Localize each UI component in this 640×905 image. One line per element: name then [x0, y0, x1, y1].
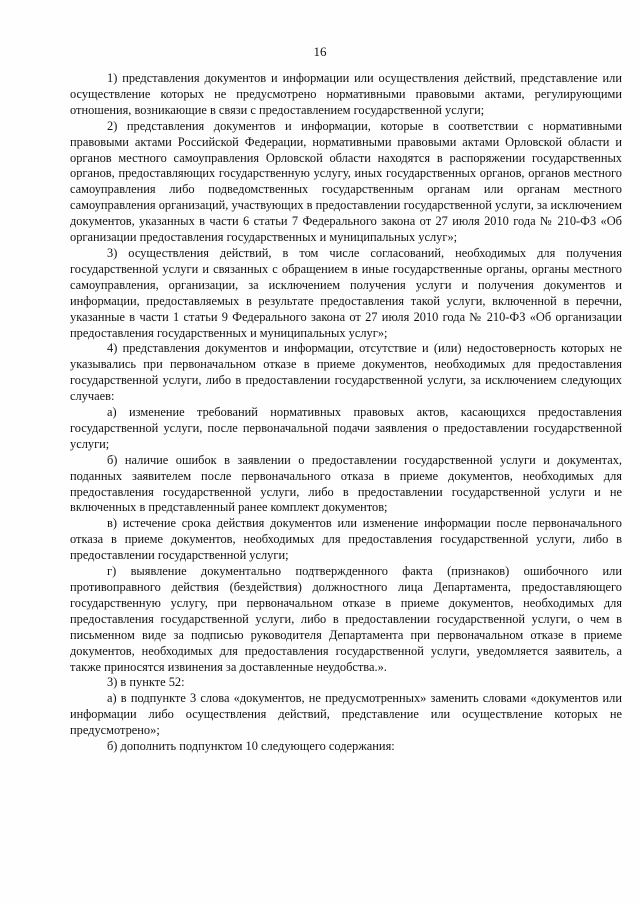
paragraph-amendment-a: а) в подпункте 3 слова «документов, не предусмотренных» заменить словами «документов или информации либо осуществления действий, представление или осуществление которых не предусмотрено»; [70, 691, 622, 738]
paragraph-subitem-v: в) истечение срока действия документов или изменение информации после первоначального отказа в приеме документов, необходимых для предоставления государственной услуги, либо в предоставлении государственной услуги; [70, 516, 622, 563]
paragraph-item-3: 3) осуществления действий, в том числе согласований, необходимых для получения государственной услуги и связанных с обращением в иные государственные органы, органы местного самоуправления, организации, за исключением получения услуги и получения документов и информации, предоставляемых в результате предоставления такой услуги, включенной в перечни, указанные в части 1 статьи 9 Федерального закона от 27 июля 2010 года № 210-ФЗ «Об организации предоставления государственных и муниципальных услуг»; [70, 245, 622, 340]
paragraph-item-2: 2) представления документов и информации, которые в соответствии с нормативными правовыми актами Российской Федерации, нормативными правовыми актами Орловской области и органов местного самоуправления Орловской области находятся в распоряжении государственных органов, предоставляющих государственную услугу, иных государственных органов, органов местного самоуправления либо подведомственных государственным органам или органам местного самоуправления организаций, участвующих в предоставлении государственной услуги, за исключением документов, указанных в части 6 статьи 7 Федерального закона от 27 июля 2010 года № 210-ФЗ «Об организации предоставления государственных и муниципальных услуг»; [70, 118, 622, 245]
paragraph-amendment-b: б) дополнить подпунктом 10 следующего содержания: [107, 739, 395, 754]
paragraph-subitem-a: а) изменение требований нормативных правовых актов, касающихся предоставления государственной услуги, после первоначальной подачи заявления о предоставлении государственной услуги; [70, 405, 622, 451]
document-body [70, 71, 622, 755]
paragraph-subitem-b: б) наличие ошибок в заявлении о предоставлении государственной услуги и документах, поданных заявителем после первоначального отказа в приеме документов, необходимых для предоставления государственной услуги, либо в предоставлении государственной услуги и не включенных в представленный ранее комплект документов; [70, 452, 622, 515]
paragraph-amendment-3: 3) в пункте 52: [107, 675, 185, 690]
page-number: 16 [313, 44, 327, 59]
paragraph-item-1: 1) представления документов и информации или осуществления действий, представление или осуществление которых не предусмотрено нормативными правовыми актами, регулирующими отношения, возникающие в связи с предоставлением государственной услуги; [70, 71, 622, 117]
paragraph-subitem-g: г) выявление документально подтвержденного факта (признаков) ошибочного или противоправного действия (бездействия) должностного лица Департамента, предоставляющего государственную услугу, при первоначальном отказе в приеме документов, необходимых для предоставления государственной услуги, либо в предоставлении государственной услуги, о чем в письменном виде за подписью руководителя Департамента при первоначальном отказе в приеме документов, необходимых для предоставления государственной услуги, уведомляется заявитель, а также приносятся извинения за доставленные неудобства.». [70, 564, 622, 674]
paragraph-item-4: 4) представления документов и информации, отсутствие и (или) недостоверность которых не указывались при первоначальном отказе в приеме документов, необходимых для предоставления государственной услуги, либо в предоставлении государственной услуги, за исключением следующих случаев: [70, 341, 622, 404]
